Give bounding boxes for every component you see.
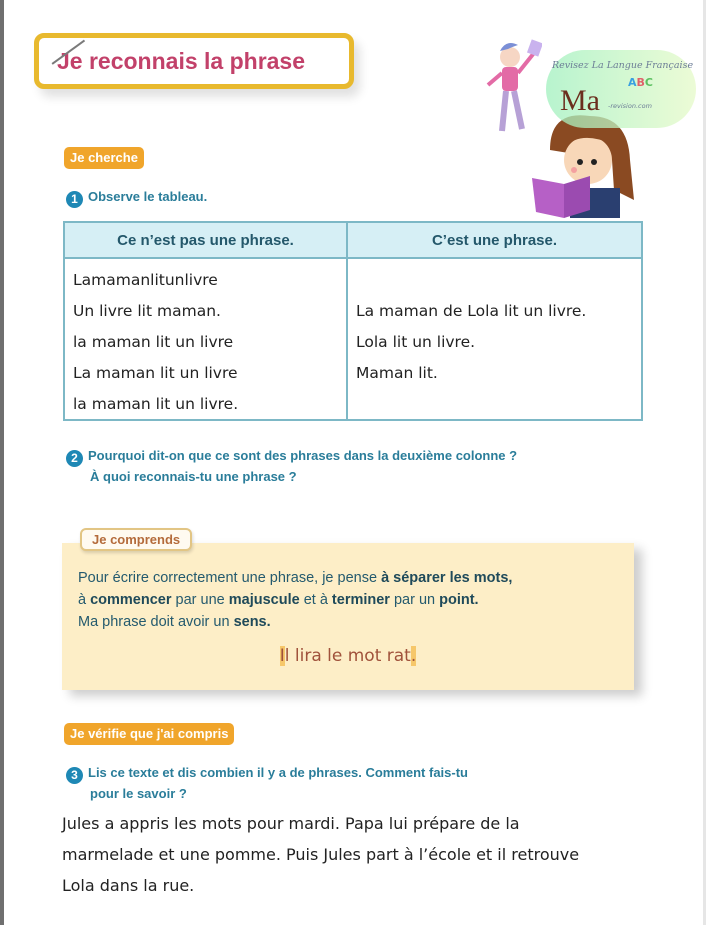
rule-keyword: commencer bbox=[90, 592, 172, 608]
number-badge-icon: 3 bbox=[66, 767, 83, 784]
question-3-line2: pour le savoir ? bbox=[90, 786, 187, 801]
question-1 bbox=[66, 187, 207, 208]
header-sentence: C’est une phrase. bbox=[431, 231, 558, 249]
question-1-text: Observe le tableau. bbox=[88, 189, 208, 204]
number-badge-icon: 2 bbox=[66, 450, 83, 467]
number-badge-icon: 1 bbox=[66, 191, 83, 208]
table-cell: Maman lit. bbox=[356, 364, 438, 382]
watermark-brand: Ma bbox=[560, 84, 600, 117]
rule-text-part: Pour écrire correctement une phrase, je pense bbox=[78, 570, 382, 586]
rule-text-part: par un bbox=[389, 592, 440, 608]
page-left-edge bbox=[0, 0, 4, 925]
rule-text-part: Ma phrase doit avoir un bbox=[78, 614, 234, 630]
rule-text-part: à bbox=[78, 592, 91, 608]
example-middle: l lira le mot rat bbox=[284, 646, 411, 666]
column-sentences bbox=[348, 259, 641, 419]
highlighted-capital: I bbox=[279, 646, 285, 666]
rule-keyword: sens. bbox=[233, 614, 271, 630]
question-2 bbox=[66, 446, 517, 486]
question-2-line1: Pourquoi dit-on que ce sont des phrases dans la deuxième colonne ? bbox=[88, 448, 518, 463]
rule-keyword: à séparer les mots, bbox=[381, 570, 513, 586]
rule-keyword: terminer bbox=[331, 592, 390, 608]
rule-keyword: majuscule bbox=[228, 592, 300, 608]
table-cell: La maman de Lola lit un livre. bbox=[356, 302, 587, 320]
column-not-sentences bbox=[65, 259, 348, 419]
table-cell: la maman lit un livre. bbox=[73, 395, 239, 413]
passage-line: marmelade et une pomme. Puis Jules part à l’école et il retrouve bbox=[62, 845, 580, 864]
table-cell: La maman lit un livre bbox=[73, 364, 238, 382]
table-body bbox=[65, 259, 641, 419]
rule-keyword: point. bbox=[439, 592, 479, 608]
header-not-sentence: Ce n’est pas une phrase. bbox=[65, 223, 348, 257]
highlighted-period: . bbox=[410, 646, 417, 666]
section-tag-je-comprends: Je comprends bbox=[80, 528, 192, 551]
question-3-line1: Lis ce texte et dis combien il y a de phrases. Comment fais-tu bbox=[88, 765, 469, 780]
abc-icon: ABC bbox=[628, 76, 653, 89]
passage-line: Jules a appris les mots pour mardi. Papa lui prépare de la bbox=[62, 814, 520, 833]
illustration bbox=[470, 30, 700, 220]
watermark-tagline: Revisez La Langue Française bbox=[552, 60, 694, 71]
passage-line: Lola dans la rue. bbox=[62, 876, 195, 895]
rule-text-part: et à bbox=[299, 592, 332, 608]
table-cell: Un livre lit maman. bbox=[73, 302, 221, 320]
reading-passage bbox=[62, 808, 662, 901]
sentence-table bbox=[63, 221, 643, 421]
table-cell: Lola lit un livre. bbox=[356, 333, 476, 351]
table-header bbox=[65, 223, 641, 259]
question-2-line2: À quoi reconnais-tu une phrase ? bbox=[90, 469, 297, 484]
rule-text bbox=[78, 567, 628, 633]
page-title: Je reconnais la phrase bbox=[57, 47, 306, 74]
lesson-title-banner bbox=[34, 33, 354, 89]
section-tag-je-cherche: Je cherche bbox=[64, 147, 144, 169]
watermark-site: -revision.com bbox=[608, 102, 652, 110]
rule-box bbox=[62, 543, 634, 690]
table-cell: Lamamanlitunlivre bbox=[73, 271, 218, 289]
site-watermark bbox=[546, 50, 696, 128]
example-sentence bbox=[62, 646, 634, 666]
rule-text-part: par une bbox=[171, 592, 229, 608]
section-tag-je-verifie: Je vérifie que j'ai compris bbox=[64, 723, 234, 745]
question-3 bbox=[66, 763, 468, 803]
table-cell: la maman lit un livre bbox=[73, 333, 234, 351]
